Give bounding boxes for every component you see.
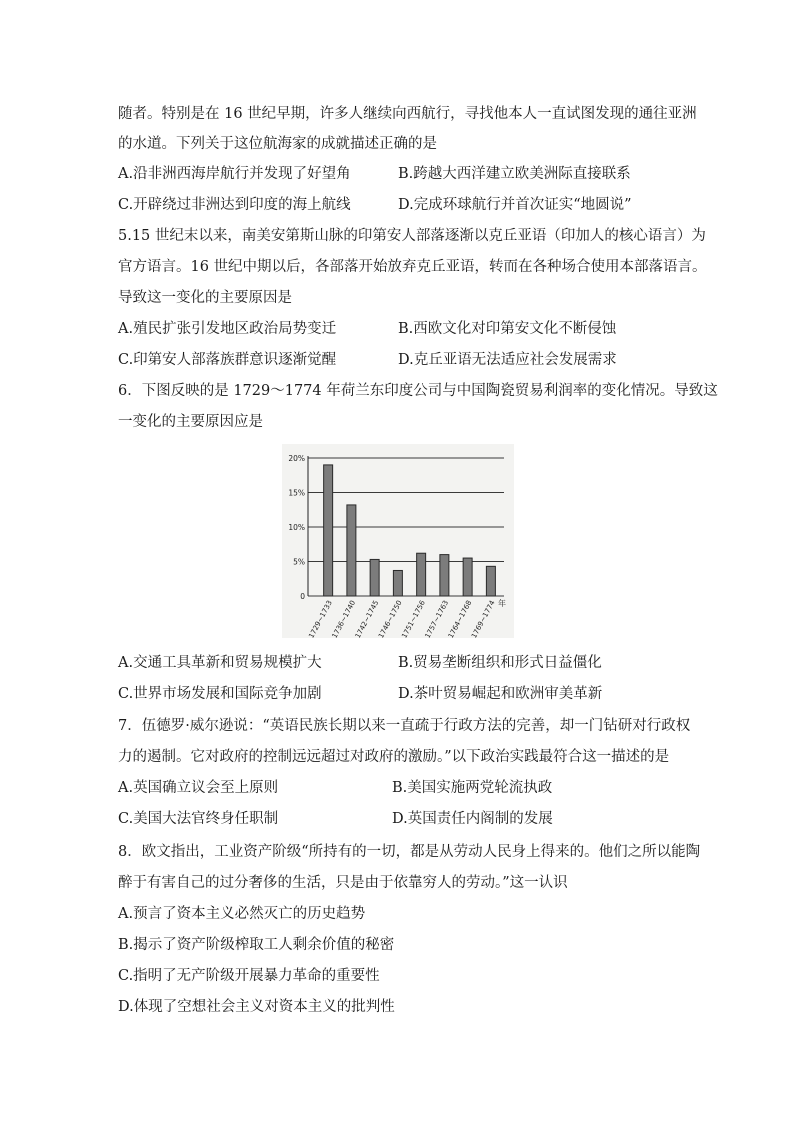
q7-option-b: B.美国实施两党轮流执政 — [392, 780, 553, 796]
y-tick-label: 5% — [293, 557, 305, 567]
q7-stem-line-1: 7．伍德罗·威尔逊说：“英语民族长期以来一直疏于行政方法的完善，却一门钻研对行政权 — [118, 718, 691, 734]
y-tick-label: 10% — [288, 523, 305, 532]
q5-option-b: B.西欧文化对印第安文化不断侵蚀 — [398, 321, 617, 337]
profit-rate-chart — [282, 444, 514, 638]
bar — [324, 465, 333, 596]
bar — [486, 566, 495, 596]
q5-stem-line-3: 导致这一变化的主要原因是 — [118, 290, 292, 306]
y-tick-label: 0 — [300, 592, 305, 601]
bar — [417, 553, 426, 596]
x-unit-label: 年 — [498, 599, 506, 608]
bar — [393, 570, 402, 596]
x-tick-label: 1729~1733 — [307, 599, 334, 638]
q4-option-a: A.沿非洲西海岸航行并发现了好望角 — [118, 166, 351, 182]
x-tick-label: 1757~1763 — [423, 599, 451, 638]
q7-option-d: D.英国责任内阁制的发展 — [392, 811, 553, 827]
q5-stem-line-1: 5.15 世纪末以来，南美安第斯山脉的印第安人部落逐渐以克丘亚语（印加人的核心语言）为 — [118, 228, 706, 244]
q6-option-a: A.交通工具革新和贸易规模扩大 — [118, 655, 322, 671]
q6-stem-line-1: 6．下图反映的是 1729～1774 年荷兰东印度公司与中国陶瓷贸易利润率的变化情况。导致这 — [118, 383, 718, 399]
q5-option-c: C.印第安人部落族群意识逐渐觉醒 — [118, 352, 337, 368]
y-tick-label: 20% — [288, 454, 305, 463]
x-tick-label: 1764~1768 — [446, 599, 474, 638]
q4-option-d: D.完成环球航行并首次证实“地圆说” — [398, 197, 632, 213]
q8-option-c: C.指明了无产阶级开展暴力革命的重要性 — [118, 968, 380, 984]
x-tick-label: 1751~1756 — [400, 599, 427, 638]
q8-stem-line-1: 8．欧文指出，工业资产阶级“所持有的一切，都是从劳动人民身上得来的。他们之所以能陶 — [118, 844, 701, 860]
x-tick-label: 1769~1774 — [470, 599, 497, 638]
q8-option-a: A.预言了资本主义必然灭亡的历史趋势 — [118, 906, 366, 922]
q6-stem-line-2: 一变化的主要原因应是 — [118, 414, 263, 430]
q6-option-d: D.茶叶贸易崛起和欧洲审美革新 — [398, 686, 603, 702]
q8-option-d: D.体现了空想社会主义对资本主义的批判性 — [118, 999, 395, 1015]
bar — [370, 559, 379, 596]
x-tick-label: 1742~1745 — [353, 599, 381, 638]
q7-stem-line-2: 力的遏制。它对政府的控制远远超过对政府的激励。”以下政治实践最符合这一描述的是 — [118, 749, 670, 765]
q8-option-b: B.揭示了资产阶级榨取工人剩余价值的秘密 — [118, 937, 395, 953]
x-tick-label: 1746~1750 — [377, 599, 404, 638]
q6-option-c: C.世界市场发展和国际竞争加剧 — [118, 686, 322, 702]
q4-stem-line-1: 随者。特别是在 16 世纪早期，许多人继续向西航行，寻找他本人一直试图发现的通往亚洲 — [118, 106, 697, 122]
q4-option-c: C.开辟绕过非洲达到印度的海上航线 — [118, 197, 351, 213]
q7-option-c: C.美国大法官终身任职制 — [118, 811, 279, 827]
q7-option-a: A.英国确立议会至上原则 — [118, 780, 279, 796]
q8-stem-line-2: 醉于有害自己的过分奢侈的生活，只是由于依靠穷人的劳动。”这一认识 — [118, 875, 568, 891]
bar — [463, 558, 472, 596]
q5-stem-line-2: 官方语言。16 世纪中期以后，各部落开始放弃克丘亚语，转而在各种场合使用本部落语言。 — [118, 259, 707, 275]
q5-option-a: A.殖民扩张引发地区政治局势变迁 — [118, 321, 337, 337]
bar — [440, 555, 449, 596]
q6-option-b: B.贸易垄断组织和形式日益僵化 — [398, 655, 602, 671]
q4-option-b: B.跨越大西洋建立欧美洲际直接联系 — [398, 166, 631, 182]
profit-rate-chart-svg — [282, 444, 514, 638]
x-tick-label: 1736~1740 — [330, 599, 358, 638]
y-tick-label: 15% — [288, 488, 305, 498]
bar — [347, 505, 356, 596]
q4-stem-line-2: 的水道。下列关于这位航海家的成就描述正确的是 — [118, 136, 437, 152]
q5-option-d: D.克丘亚语无法适应社会发展需求 — [398, 352, 617, 368]
